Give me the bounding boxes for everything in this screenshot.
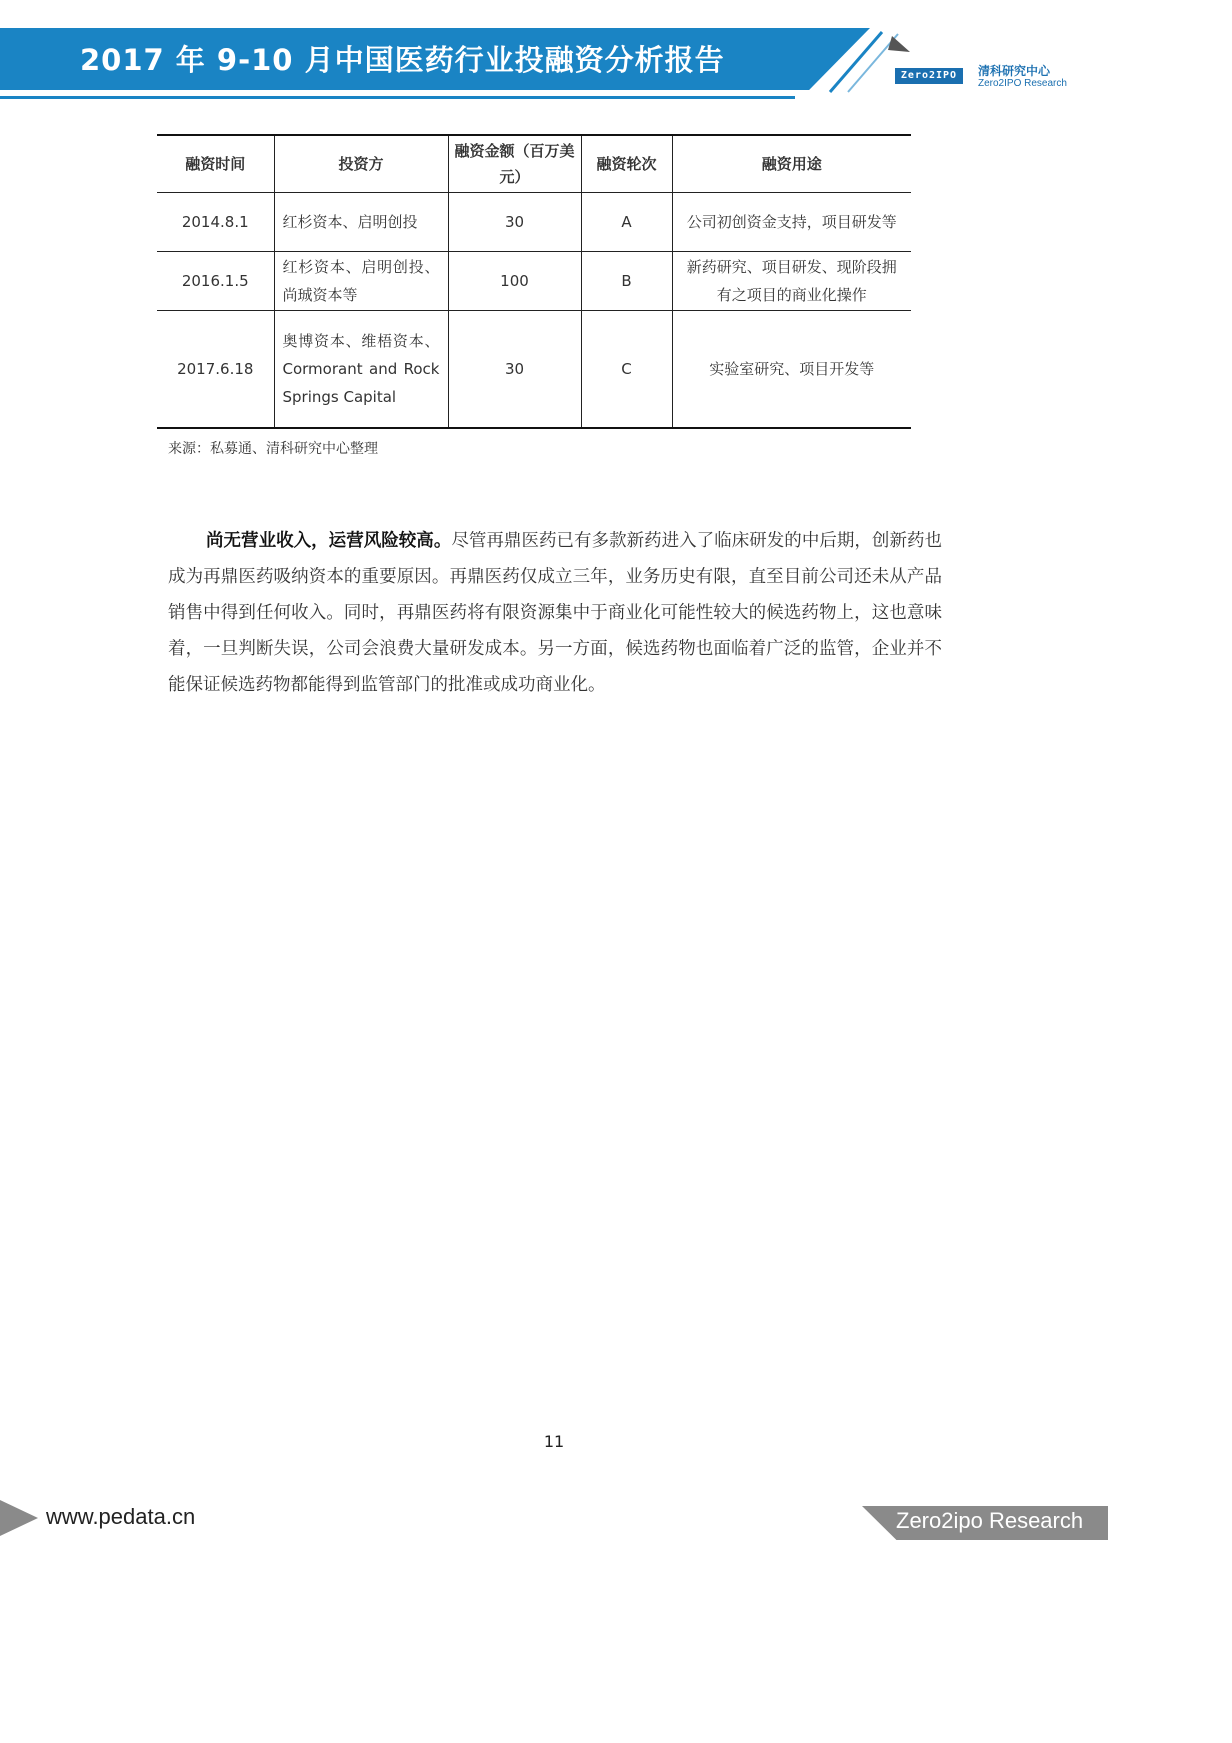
cell-purpose: 公司初创资金支持，项目研发等 — [672, 193, 911, 252]
financing-table — [157, 134, 911, 429]
footer-brand: Zero2ipo Research — [896, 1508, 1084, 1533]
table-row — [157, 193, 911, 252]
cell-round: C — [581, 311, 672, 429]
cell-investor: 红杉资本、启明创投 — [274, 193, 448, 252]
header-underline — [0, 96, 795, 99]
cell-round: A — [581, 193, 672, 252]
header-cell-round: 融资轮次 — [581, 135, 672, 193]
header-cell-time: 融资时间 — [157, 135, 274, 193]
page-number: 11 — [543, 1432, 565, 1451]
cell-investor: 奥博资本、维梧资本、Cormorant and Rock Springs Capital — [274, 311, 448, 429]
header-cell-amount: 融资金额（百万美元） — [448, 135, 581, 193]
cell-investor: 红杉资本、启明创投、尚珹资本等 — [274, 252, 448, 311]
cell-time: 2017.6.18 — [157, 311, 274, 429]
cell-amount: 30 — [448, 311, 581, 429]
table-row — [157, 311, 911, 429]
header-cell-investor: 投资方 — [274, 135, 448, 193]
cell-purpose: 新药研究、项目研发、现阶段拥有之项目的商业化操作 — [672, 252, 911, 311]
table-row — [157, 252, 911, 311]
cell-time: 2016.1.5 — [157, 252, 274, 311]
body-paragraph — [168, 523, 942, 703]
logo-en-text: Zero2IPO Research — [978, 78, 1067, 89]
cell-amount: 100 — [448, 252, 581, 311]
paragraph-lead: 尚无营业收入，运营风险较高。 — [206, 530, 452, 551]
cell-amount: 30 — [448, 193, 581, 252]
report-title: 2017 年 9-10 月中国医药行业投融资分析报告 — [80, 43, 725, 77]
cell-time: 2014.8.1 — [157, 193, 274, 252]
zero2ipo-logo: Zero2IPO — [895, 68, 963, 84]
cell-round: B — [581, 252, 672, 311]
header-cell-purpose: 融资用途 — [672, 135, 911, 193]
table-header-row — [157, 135, 911, 193]
footer-arrow-icon — [0, 1498, 40, 1538]
paragraph-body: 尽管再鼎医药已有多款新药进入了临床研发的中后期，创新药也成为再鼎医药吸纳资本的重要原因。再鼎医药仅成立三年，业务历史有限，直至目前公司还未从产品销售中得到任何收入。同时，再鼎医药将有限资源集中于商业化可能性较大的候选药物上，这也意味着，一旦判断失误，公司会浪费大量研发成本。另一方面，候选药物也面临着广泛的监管，企业并不能保证候选药物都能得到监管部门的批准或成功商业化。 — [168, 530, 943, 695]
table-source-note: 来源：私募通、清科研究中心整理 — [168, 441, 378, 457]
cell-purpose: 实验室研究、项目开发等 — [672, 311, 911, 429]
footer-website-link[interactable]: www.pedata.cn — [46, 1504, 196, 1529]
header-stripes-decoration — [790, 26, 920, 98]
logo-cn-text: 清科研究中心 — [978, 64, 1051, 78]
